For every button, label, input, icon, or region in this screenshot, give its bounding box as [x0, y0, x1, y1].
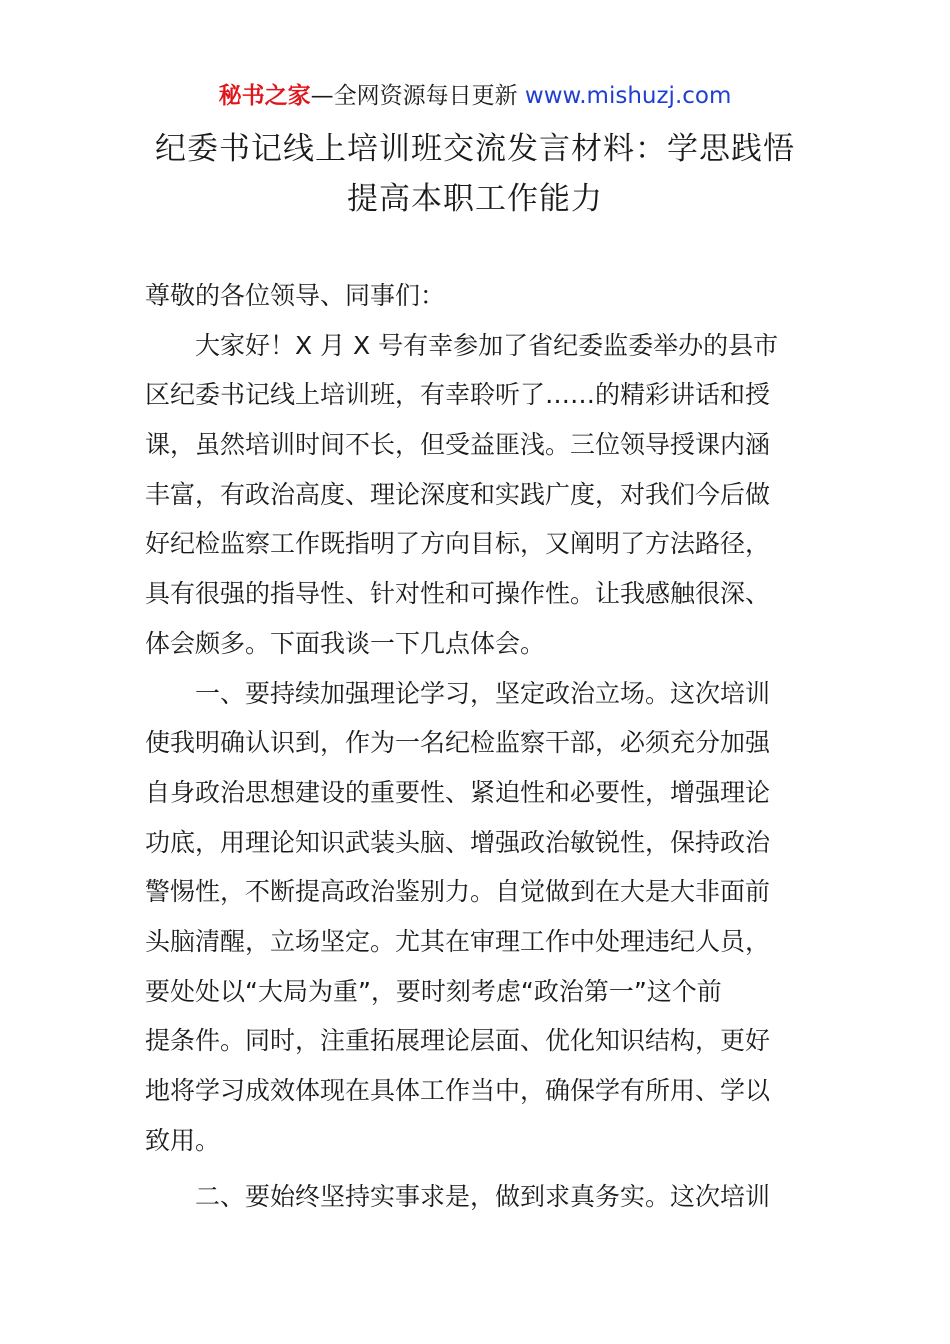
site-tagline: —全网资源每日更新 [310, 83, 525, 109]
paragraph-line: 课，虽然培训时间不长，但受益匪浅。三位领导授课内涵 [145, 430, 771, 460]
paragraph-line: 自身政治思想建设的重要性、紧迫性和必要性，增强理论 [145, 777, 771, 807]
title-line-2: 提高本职工作能力 [347, 181, 603, 217]
paragraph-line: 警惕性，不断提高政治鉴别力。自觉做到在大是大非面前 [145, 877, 771, 907]
site-url[interactable]: www.mishuzj.com [524, 83, 732, 109]
paragraph-line: 丰富，有政治高度、理论深度和实践广度，对我们今后做 [145, 479, 771, 509]
site-brand: 秘书之家 [218, 83, 311, 109]
salutation: 尊敬的各位领导、同事们： [145, 281, 446, 310]
paragraph-line: 具有很强的指导性、针对性和可操作性。让我感触很深、 [145, 579, 771, 609]
paragraph-gap [145, 1165, 810, 1172]
title-line-1: 纪委书记线上培训班交流发言材料：学思践悟 [155, 131, 795, 167]
document-title [100, 124, 850, 224]
paragraph-line: 地将学习成效体现在具体工作当中，确保学有所用、学以 [145, 1076, 771, 1105]
paragraph-line: 区纪委书记线上培训班，有幸聆听了……的精彩讲话和授 [145, 380, 771, 410]
paragraph-line: 好纪检监察工作既指明了方向目标，又阐明了方法路径， [145, 529, 771, 559]
paragraph-line: 提条件。同时，注重拓展理论层面、优化知识结构，更好 [145, 1026, 771, 1056]
paragraph-3 [145, 1172, 810, 1222]
paragraph-line: 致用。 [145, 1125, 221, 1155]
paragraph-line: 使我明确认识到，作为一名纪检监察干部，必须充分加强 [145, 728, 771, 758]
site-header [0, 80, 950, 112]
paragraph-1 [145, 321, 810, 669]
paragraph-line: 二、要始终坚持实事求是，做到求真务实。这次培训 [195, 1182, 771, 1212]
paragraph-line: 大家好！X 月 X 号有幸参加了省纪委监委举办的县市 [195, 330, 779, 360]
paragraph-line: 体会颇多。下面我谈一下几点体会。 [145, 628, 546, 658]
paragraph-line: 功底，用理论知识武装头脑、增强政治敏锐性，保持政治 [145, 827, 771, 857]
document-body [145, 271, 810, 1222]
paragraph-2 [145, 669, 810, 1166]
paragraph-line: 一、要持续加强理论学习，坚定政治立场。这次培训 [195, 678, 771, 708]
paragraph-line: 头脑清醒，立场坚定。尤其在审理工作中处理违纪人员， [145, 926, 771, 956]
paragraph-line: 要处处以“大局为重”，要时刻考虑“政治第一”这个前 [145, 976, 722, 1006]
